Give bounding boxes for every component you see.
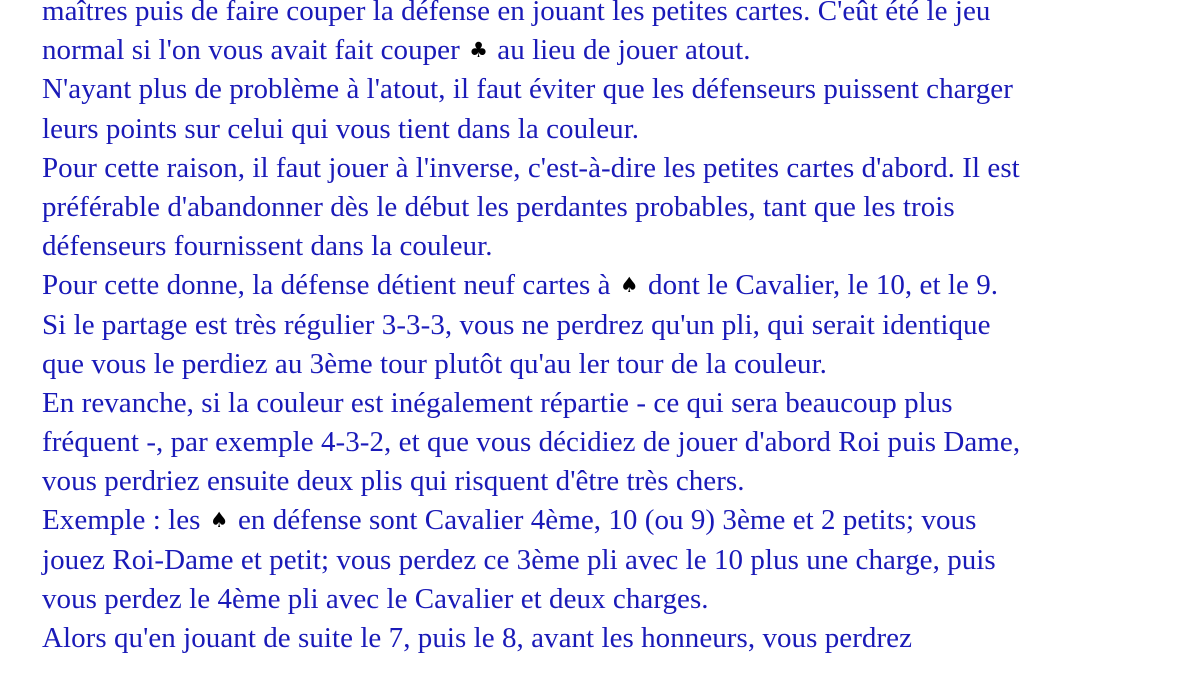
text-segment: au lieu de jouer atout. bbox=[490, 34, 751, 67]
text-segment: Pour cette raison, il faut jouer à l'inverse, c'est-à-dire les petites cartes d'abord. Il est bbox=[42, 151, 1020, 184]
text-line bbox=[42, 31, 1192, 70]
text-line bbox=[42, 0, 1192, 31]
bridge-commentary-text bbox=[42, 0, 1192, 658]
text-segment: En revanche, si la couleur est inégalement répartie - ce qui sera beaucoup plus bbox=[42, 386, 953, 419]
text-segment: que vous le perdiez au 3ème tour plutôt qu'au ler tour de la couleur. bbox=[42, 347, 827, 380]
text-line bbox=[42, 227, 1192, 266]
text-line bbox=[42, 70, 1192, 109]
text-segment: Alors qu'en jouant de suite le 7, puis le 8, avant les honneurs, vous perdrez bbox=[42, 622, 913, 654]
text-segment: normal si l'on vous avait fait couper bbox=[42, 34, 468, 67]
text-line bbox=[42, 345, 1192, 384]
text-line bbox=[42, 580, 1192, 619]
text-segment: défenseurs fournissent dans la couleur. bbox=[42, 230, 493, 263]
text-segment: préférable d'abandonner dès le début les perdantes probables, tant que les trois bbox=[42, 190, 955, 223]
text-segment: dont le Cavalier, le 10, et le 9. bbox=[640, 269, 999, 302]
text-line bbox=[42, 462, 1192, 501]
text-line bbox=[42, 384, 1192, 423]
text-line bbox=[42, 619, 1192, 658]
text-line bbox=[42, 149, 1192, 188]
spade-suit-icon: ♠ bbox=[209, 508, 229, 533]
text-segment: jouez Roi-Dame et petit; vous perdez ce 3ème pli avec le 10 plus une charge, puis bbox=[42, 543, 996, 576]
spade-suit-icon: ♠ bbox=[619, 273, 639, 298]
text-line bbox=[42, 423, 1192, 462]
text-segment: en défense sont Cavalier 4ème, 10 (ou 9) 3ème et 2 petits; vous bbox=[230, 504, 977, 537]
text-line bbox=[42, 110, 1192, 149]
text-segment: fréquent -, par exemple 4-3-2, et que vous décidiez de jouer d'abord Roi puis Dame, bbox=[42, 426, 1021, 459]
text-segment: Pour cette donne, la défense détient neuf cartes à bbox=[42, 269, 618, 302]
club-suit-icon: ♣ bbox=[469, 38, 488, 63]
text-line bbox=[42, 541, 1192, 580]
text-line bbox=[42, 306, 1192, 345]
text-segment: leurs points sur celui qui vous tient dans la couleur. bbox=[42, 112, 640, 145]
text-segment: vous perdriez ensuite deux plis qui risquent d'être très chers. bbox=[42, 465, 745, 498]
text-line bbox=[42, 266, 1192, 305]
text-segment: N'ayant plus de problème à l'atout, il faut éviter que les défenseurs puissent charger bbox=[42, 73, 1013, 106]
text-line bbox=[42, 501, 1192, 540]
text-segment: Si le partage est très régulier 3-3-3, vous ne perdrez qu'un pli, qui serait identique bbox=[42, 308, 991, 341]
text-segment: maîtres puis de faire couper la défense en jouant les petites cartes. C'eût été le jeu bbox=[42, 0, 991, 27]
text-segment: Exemple : les bbox=[42, 504, 208, 537]
text-segment: vous perdez le 4ème pli avec le Cavalier et deux charges. bbox=[42, 582, 709, 615]
text-line bbox=[42, 188, 1192, 227]
